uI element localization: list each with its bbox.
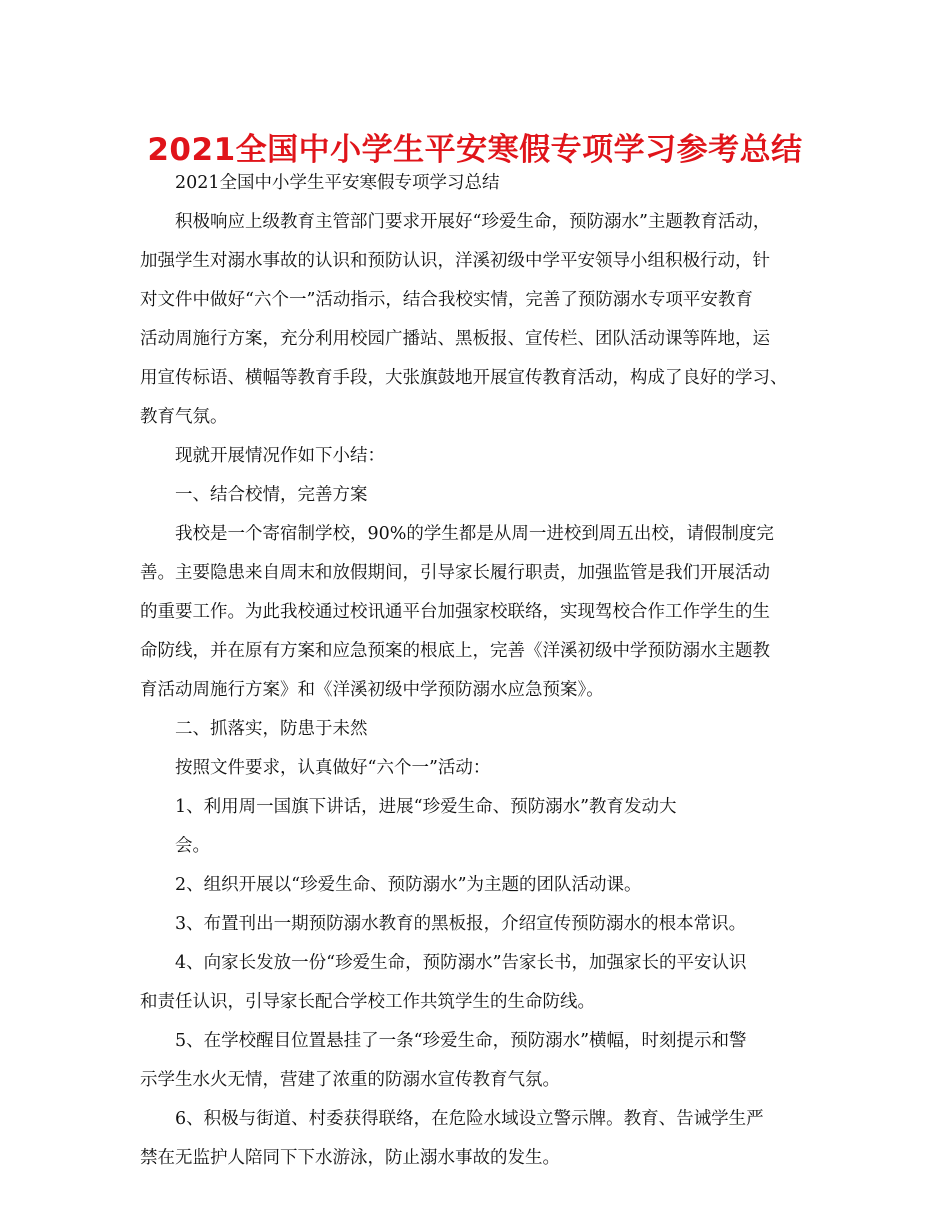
paragraph-line: 善。主要隐患来自周末和放假期间，引导家长履行职责，加强监管是我们开展活动 [140, 563, 770, 583]
document-body [140, 168, 820, 1182]
list-item: 4、向家长发放一份“珍爱生命，预防溺水”告家长书，加强家长的平安认识 [175, 953, 747, 973]
section-heading: 一、结合校情，完善方案 [175, 485, 368, 505]
paragraph-line: 按照文件要求，认真做好“六个一”活动： [175, 758, 491, 778]
paragraph-line: 育活动周施行方案》和《洋溪初级中学预防溺水应急预案》。 [140, 680, 604, 700]
paragraph-line: 积极响应上级教育主管部门要求开展好“珍爱生命，预防溺水”主题教育活动， [175, 212, 771, 232]
paragraph-line: 现就开展情况作如下小结： [175, 446, 385, 466]
list-item-continuation: 示学生水火无情，营建了浓重的防溺水宣传教育气氛。 [140, 1070, 560, 1090]
list-item: 5、在学校醒目位置悬挂了一条“珍爱生命，预防溺水”横幅，时刻提示和警 [175, 1031, 747, 1051]
section-heading: 二、抓落实，防患于未然 [175, 719, 368, 739]
list-item: 3、布置刊出一期预防溺水教育的黑板报，介绍宣传预防溺水的根本常识。 [175, 914, 747, 934]
list-item: 1、利用周一国旗下讲话，进展“珍爱生命、预防溺水”教育发动大 [175, 797, 677, 817]
paragraph-line: 用宣传标语、横幅等教育手段，大张旗鼓地开展宣传教育活动，构成了良好的学习、 [140, 368, 788, 388]
paragraph-line: 命防线，并在原有方案和应急预案的根底上，完善《洋溪初级中学预防溺水主题教 [140, 641, 770, 661]
paragraph-line: 我校是一个寄宿制学校，90%的学生都是从周一进校到周五出校，请假制度完 [175, 524, 774, 544]
paragraph-line: 加强学生对溺水事故的认识和预防认识，洋溪初级中学平安领导小组积极行动，针 [140, 251, 770, 271]
subtitle-line: 2021全国中小学生平安寒假专项学习总结 [175, 173, 500, 193]
list-item-continuation: 和责任认识，引导家长配合学校工作共筑学生的生命防线。 [140, 992, 595, 1012]
paragraph-line: 对文件中做好“六个一”活动指示，结合我校实情，完善了预防溺水专项平安教育 [140, 290, 753, 310]
document-title: 2021全国中小学生平安寒假专项学习参考总结 [147, 132, 803, 168]
list-item: 6、积极与街道、村委获得联络，在危险水域设立警示牌。教育、告诫学生严 [175, 1109, 764, 1129]
list-item-continuation: 禁在无监护人陪同下下水游泳，防止溺水事故的发生。 [140, 1148, 560, 1168]
paragraph-line: 教育气氛。 [140, 407, 228, 427]
list-item: 2、组织开展以“珍爱生命、预防溺水”为主题的团队活动课。 [175, 875, 642, 895]
paragraph-line: 活动周施行方案，充分利用校园广播站、黑板报、宣传栏、团队活动课等阵地，运 [140, 329, 770, 349]
list-item-continuation: 会。 [175, 836, 210, 856]
paragraph-line: 的重要工作。为此我校通过校讯通平台加强家校联络，实现驾校合作工作学生的生 [140, 602, 770, 622]
